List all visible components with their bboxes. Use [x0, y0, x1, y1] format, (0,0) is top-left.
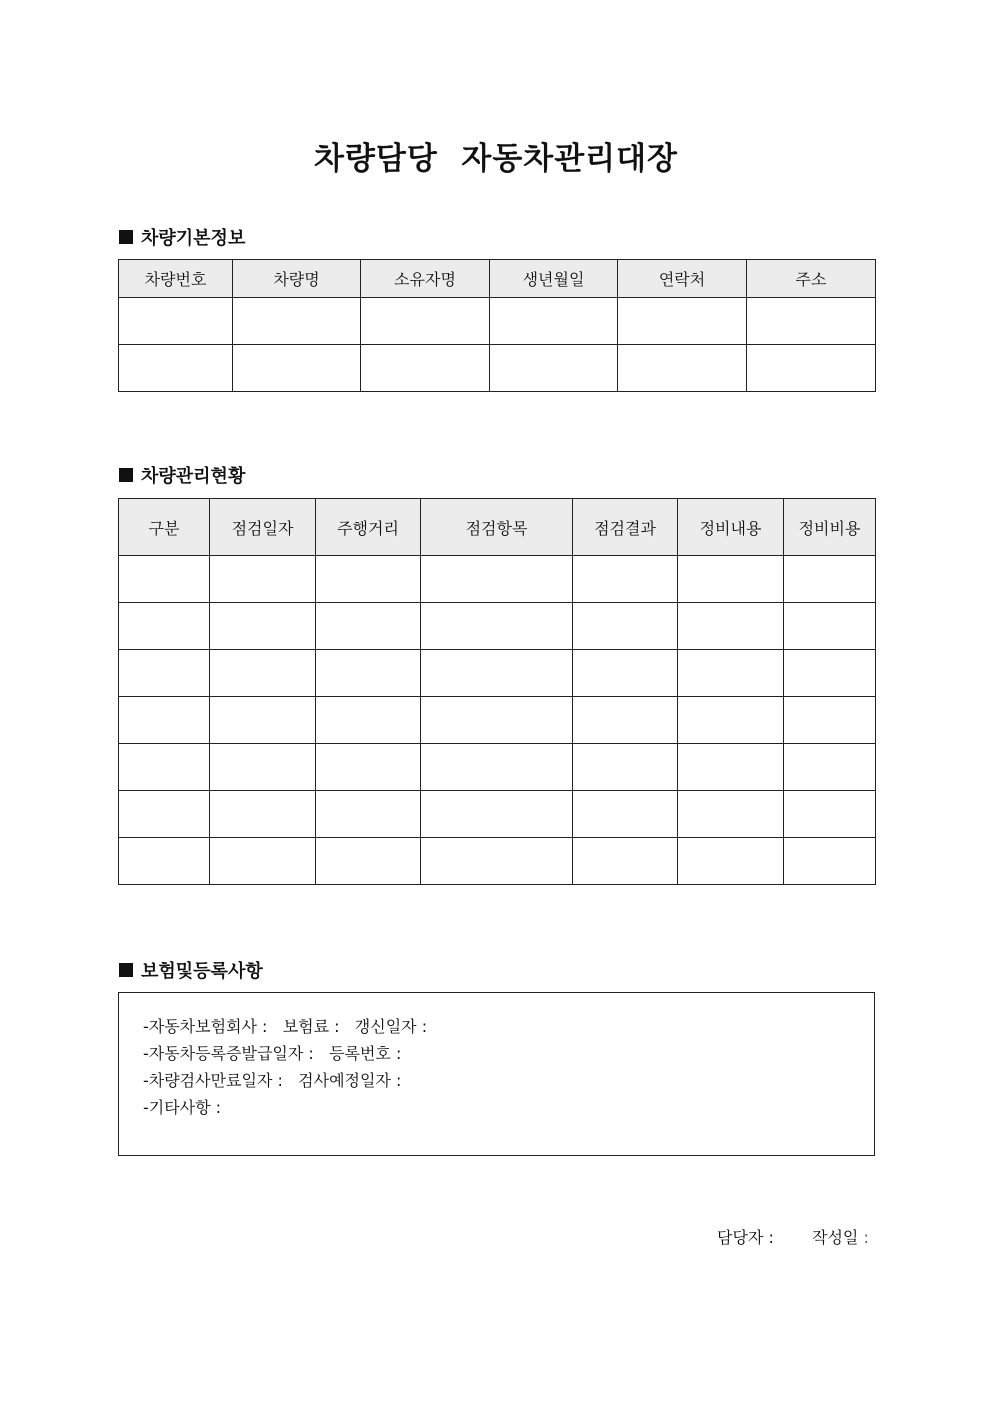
- square-bullet-icon: [119, 468, 133, 482]
- table-cell[interactable]: [490, 298, 618, 345]
- table-cell[interactable]: [233, 345, 361, 392]
- table-header-row: [119, 499, 876, 556]
- column-header: 생년월일: [490, 260, 618, 298]
- inspection-line: -차량검사만료일자 : 검사예정일자 :: [143, 1071, 402, 1090]
- table-cell[interactable]: [361, 345, 490, 392]
- table-row: [119, 791, 876, 838]
- table-cell[interactable]: [784, 556, 876, 603]
- table-cell[interactable]: [119, 603, 210, 650]
- column-header: 구분: [119, 499, 210, 556]
- table-cell[interactable]: [573, 791, 678, 838]
- table-cell[interactable]: [678, 838, 784, 885]
- table-cell[interactable]: [119, 345, 233, 392]
- column-header: 연락처: [618, 260, 747, 298]
- table-cell[interactable]: [119, 298, 233, 345]
- table-cell[interactable]: [573, 603, 678, 650]
- table-cell[interactable]: [678, 556, 784, 603]
- date-colon: :: [863, 1228, 869, 1247]
- table-cell[interactable]: [678, 744, 784, 791]
- table-cell[interactable]: [784, 603, 876, 650]
- insurance-registration-box: [118, 992, 875, 1156]
- table-cell[interactable]: [618, 298, 747, 345]
- manager-label: 담당자 :: [717, 1228, 774, 1247]
- table-cell[interactable]: [316, 650, 421, 697]
- table-cell[interactable]: [119, 556, 210, 603]
- table-cell[interactable]: [119, 791, 210, 838]
- section-heading-label: 차량기본정보: [141, 228, 246, 249]
- table-cell[interactable]: [210, 838, 316, 885]
- table-cell[interactable]: [573, 556, 678, 603]
- table-header-row: [119, 260, 876, 298]
- table-cell[interactable]: [421, 556, 573, 603]
- table-cell[interactable]: [316, 744, 421, 791]
- table-cell[interactable]: [784, 650, 876, 697]
- vehicle-management-table: [118, 498, 876, 885]
- column-header: 정비비용: [784, 499, 876, 556]
- table-cell[interactable]: [233, 298, 361, 345]
- column-header: 정비내용: [678, 499, 784, 556]
- square-bullet-icon: [119, 230, 133, 244]
- table-cell[interactable]: [316, 838, 421, 885]
- column-header: 점검일자: [210, 499, 316, 556]
- table-cell[interactable]: [421, 650, 573, 697]
- table-row: [119, 556, 876, 603]
- table-row: [119, 744, 876, 791]
- table-cell[interactable]: [119, 744, 210, 791]
- column-header: 점검결과: [573, 499, 678, 556]
- table-cell[interactable]: [421, 791, 573, 838]
- table-cell[interactable]: [119, 697, 210, 744]
- table-cell[interactable]: [678, 603, 784, 650]
- table-cell[interactable]: [490, 345, 618, 392]
- section-heading-management: [119, 462, 245, 488]
- table-cell[interactable]: [316, 697, 421, 744]
- page-title: 차량담당 자동차관리대장: [314, 141, 678, 177]
- column-header: 차량번호: [119, 260, 233, 298]
- table-cell[interactable]: [210, 650, 316, 697]
- table-cell[interactable]: [210, 697, 316, 744]
- table-cell[interactable]: [747, 345, 876, 392]
- table-cell[interactable]: [316, 556, 421, 603]
- table-cell[interactable]: [573, 744, 678, 791]
- table-cell[interactable]: [119, 650, 210, 697]
- table-cell[interactable]: [119, 838, 210, 885]
- table-cell[interactable]: [210, 744, 316, 791]
- section-heading-insurance: [119, 957, 263, 983]
- table-cell[interactable]: [421, 838, 573, 885]
- column-header: 주행거리: [316, 499, 421, 556]
- section-heading-label: 보험및등록사항: [141, 961, 263, 982]
- table-row: [119, 838, 876, 885]
- insurance-line: -자동차보험회사 : 보험료 : 갱신일자 :: [143, 1017, 428, 1036]
- other-notes-line: -기타사항 :: [143, 1098, 222, 1117]
- table-cell[interactable]: [784, 838, 876, 885]
- table-cell[interactable]: [316, 603, 421, 650]
- square-bullet-icon: [119, 963, 133, 977]
- column-header: 점검항목: [421, 499, 573, 556]
- section-heading-basic-info: [119, 224, 245, 250]
- table-cell[interactable]: [678, 791, 784, 838]
- table-cell[interactable]: [421, 744, 573, 791]
- section-heading-label: 차량관리현황: [141, 466, 246, 487]
- table-cell[interactable]: [784, 697, 876, 744]
- table-row: [119, 603, 876, 650]
- registration-line: -자동차등록증발급일자 : 등록번호 :: [143, 1044, 402, 1063]
- table-cell[interactable]: [210, 791, 316, 838]
- column-header: 소유자명: [361, 260, 490, 298]
- column-header: 차량명: [233, 260, 361, 298]
- date-label: 작성일: [812, 1228, 859, 1247]
- table-cell[interactable]: [573, 697, 678, 744]
- table-cell[interactable]: [784, 791, 876, 838]
- table-cell[interactable]: [618, 345, 747, 392]
- table-cell[interactable]: [573, 650, 678, 697]
- table-cell[interactable]: [316, 791, 421, 838]
- date-field: [812, 1225, 869, 1248]
- table-cell[interactable]: [784, 744, 876, 791]
- table-row: [119, 697, 876, 744]
- table-cell[interactable]: [678, 650, 784, 697]
- table-cell[interactable]: [210, 603, 316, 650]
- column-header: 주소: [747, 260, 876, 298]
- table-cell[interactable]: [678, 697, 784, 744]
- table-cell[interactable]: [573, 838, 678, 885]
- table-row: [119, 345, 876, 392]
- table-cell[interactable]: [421, 697, 573, 744]
- table-cell[interactable]: [421, 603, 573, 650]
- table-cell[interactable]: [361, 298, 490, 345]
- table-row: [119, 650, 876, 697]
- table-row: [119, 298, 876, 345]
- vehicle-basic-info-table: [118, 259, 876, 392]
- table-cell[interactable]: [210, 556, 316, 603]
- table-cell[interactable]: [747, 298, 876, 345]
